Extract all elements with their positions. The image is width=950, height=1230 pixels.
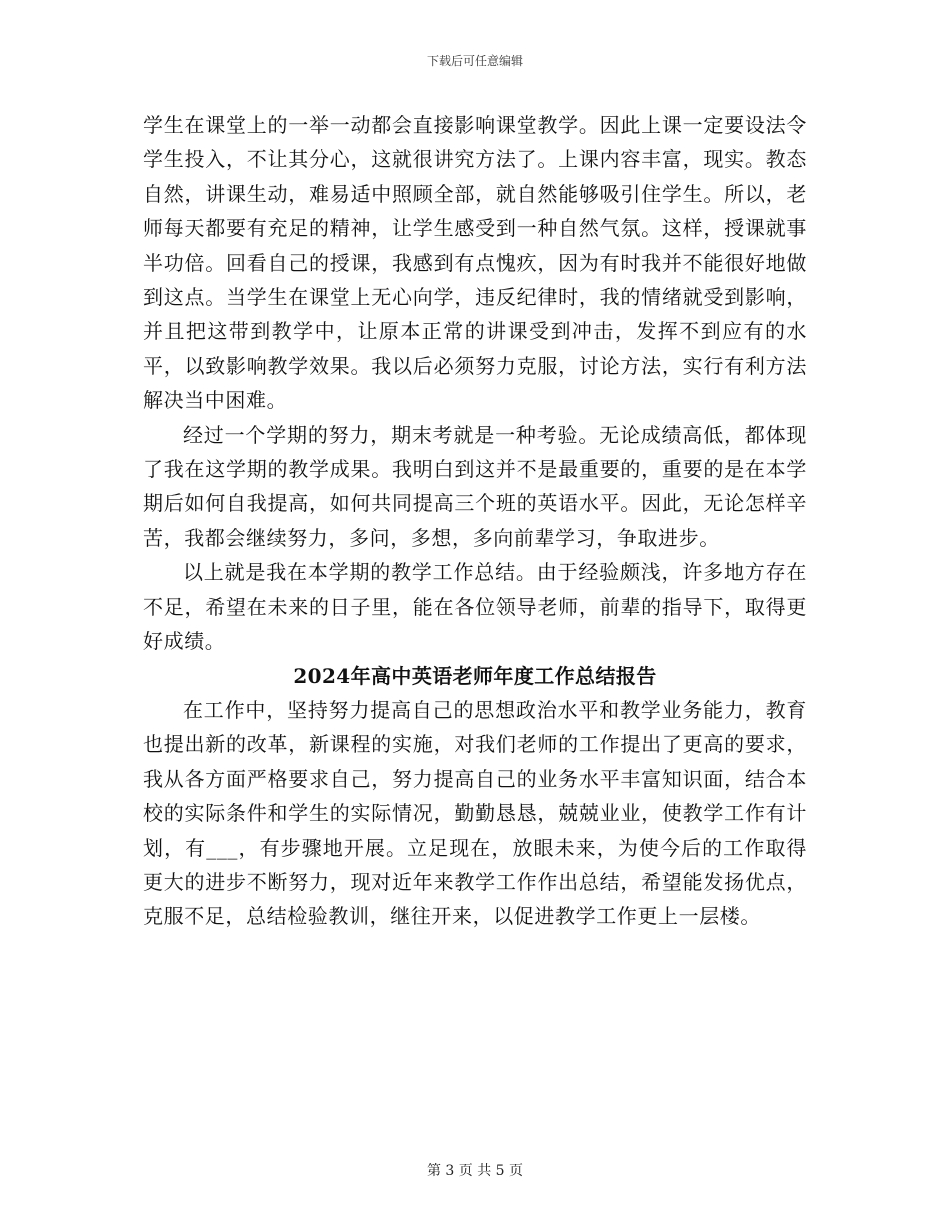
body-paragraph-1: 学生在课堂上的一举一动都会直接影响课堂教学。因此上课一定要设法令学生投入，不让其分心，这就很讲究方法了。上课内容丰富，现实。教态自然，讲课生动，难易适中照顾全部，就自然能够吸引住学生。所以，老师每天都要有充足的精神，让学生感受到一种自然气氛。这样，授课就事半功倍。回看自己的授课，我感到有点愧疚，因为有时我并不能很好地做到这点。当学生在课堂上无心向学，违反纪律时，我的情绪就受到影响，并且把这带到教学中，让原本正常的讲课受到冲击，发挥不到应有的水平，以致影响教学效果。我以后必须努力克服，讨论方法，实行有利方法解决当中困难。 [143,113,807,413]
document-body [143,108,807,934]
page-number: 第 3 页 共 5 页 [426,1163,524,1179]
section-title: 2024年高中英语老师年度工作总结报告 [293,663,657,688]
section-paragraph: 在工作中，坚持努力提高自己的思想政治水平和教学业务能力，教育也提出新的改革，新课程的实施，对我们老师的工作提出了更高的要求，我从各方面严格要求自己，努力提高自己的业务水平丰富知识面，结合本校的实际条件和学生的实际情况，勤勤恳恳，兢兢业业，使教学工作有计划，有___，有步骤地开展。立足现在，放眼未来，为使今后的工作取得更大的进步不断努力，现对近年来教学工作作出总结，希望能发扬优点，克服不足，总结检验教训，继往开来，以促进教学工作更上一层楼。 [143,697,807,929]
body-paragraph-2: 经过一个学期的努力，期末考就是一种考验。无论成绩高低，都体现了我在这学期的教学成果。我明白到这并不是最重要的，重要的是在本学期后如何自我提高，如何共同提高三个班的英语水平。因此，无论怎样辛苦，我都会继续努力，多问，多想，多向前辈学习，争取进步。 [143,422,807,550]
body-paragraph-3: 以上就是我在本学期的教学工作总结。由于经验颇浅，许多地方存在不足，希望在未来的日子里，能在各位领导老师，前辈的指导下，取得更好成绩。 [143,560,807,654]
page-header-note: 下载后可任意编辑 [426,54,523,68]
